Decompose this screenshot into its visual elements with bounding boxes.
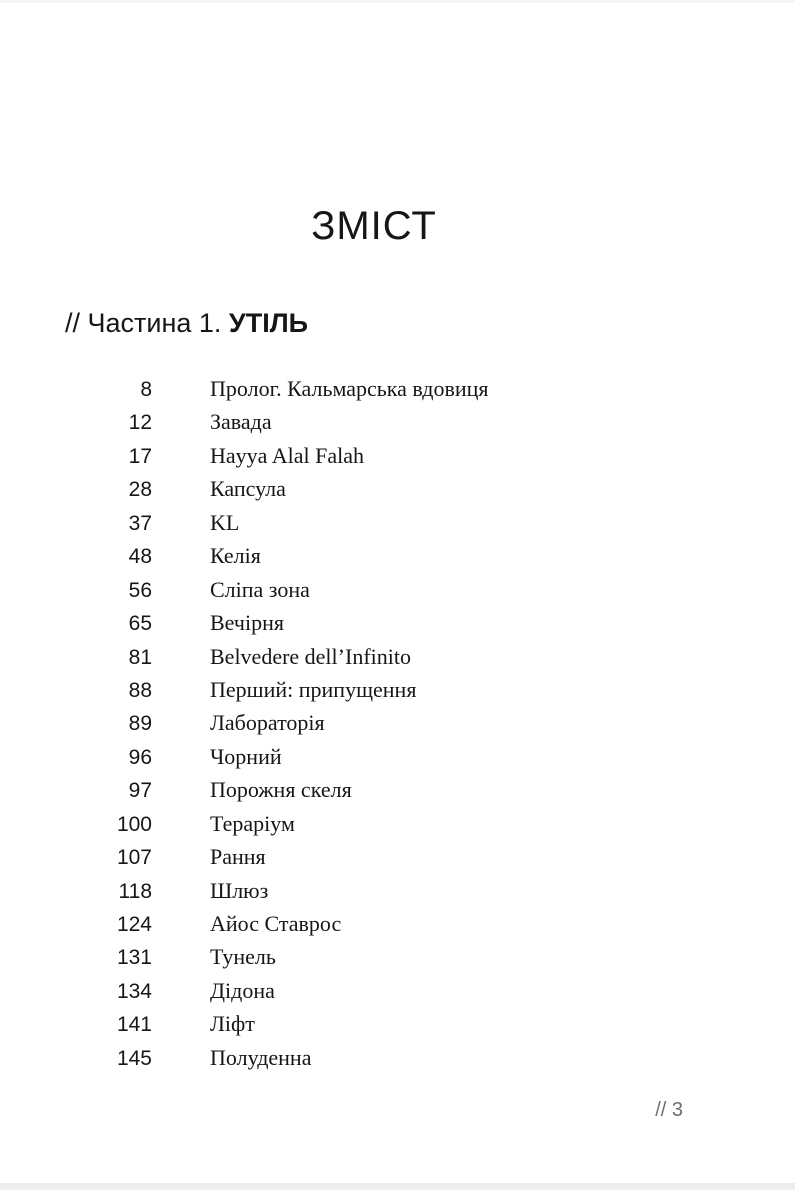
toc-entry-title: Шлюз <box>210 877 269 903</box>
toc-entry-page: 81 <box>128 645 152 669</box>
toc-entry[interactable] <box>65 506 683 539</box>
toc-entry-title: Айос Ставрос <box>210 911 342 936</box>
toc-entry[interactable] <box>65 907 683 940</box>
page-edge-bottom <box>0 1183 795 1190</box>
toc-list <box>65 372 683 1074</box>
toc-entry[interactable] <box>65 740 683 773</box>
toc-entry-page: 124 <box>116 913 152 936</box>
toc-entry-page: 37 <box>128 511 152 535</box>
toc-entry-title: Перший: припущення <box>210 676 417 702</box>
part-heading-name: УТІЛЬ <box>228 308 309 338</box>
toc-entry-title: KL <box>210 509 240 535</box>
toc-entry-page: 141 <box>116 1013 152 1037</box>
folio-page-number: // 3 <box>655 1099 683 1121</box>
toc-entry[interactable] <box>65 1007 683 1040</box>
toc-entry-page: 107 <box>116 846 152 870</box>
toc-entry-title: Порожня скеля <box>210 777 352 803</box>
toc-entry[interactable] <box>65 372 683 405</box>
toc-entry[interactable] <box>65 1041 683 1074</box>
toc-entry-page: 89 <box>128 712 152 736</box>
toc-entry-page: 17 <box>128 444 152 468</box>
part-heading <box>65 308 308 339</box>
toc-entry[interactable] <box>65 640 683 673</box>
toc-entry-title: Рання <box>210 844 266 870</box>
toc-entry-page: 131 <box>116 946 152 970</box>
toc-entry-title: Завада <box>210 409 272 435</box>
toc-entry-title: Ліфт <box>210 1011 255 1037</box>
toc-entry[interactable] <box>65 673 683 706</box>
toc-entry-title: Полуденна <box>210 1044 312 1070</box>
toc-entry[interactable] <box>65 807 683 840</box>
toc-entry[interactable] <box>65 606 683 639</box>
toc-entry-title: Вечірня <box>210 610 284 636</box>
toc-entry-page: 96 <box>128 745 152 769</box>
toc-entry-page: 48 <box>128 545 152 569</box>
toc-entry-title: Пролог. Кальмарська вдовиця <box>210 376 489 401</box>
toc-entry[interactable] <box>65 773 683 806</box>
toc-entry[interactable] <box>65 874 683 907</box>
toc-entry-title: Чорний <box>210 743 282 769</box>
toc-entry-page: 8 <box>140 378 152 401</box>
toc-entry-page: 97 <box>128 779 152 803</box>
toc-entry[interactable] <box>65 840 683 873</box>
toc-entry[interactable] <box>65 539 683 572</box>
part-heading-prefix: // Частина 1. <box>65 308 229 338</box>
toc-entry-page: 65 <box>128 612 152 636</box>
toc-entry[interactable] <box>65 472 683 505</box>
toc-entry-title: Лабораторія <box>210 710 325 736</box>
toc-entry-title: Келія <box>210 543 261 569</box>
toc-entry-page: 12 <box>128 411 152 435</box>
page-content <box>65 0 683 1190</box>
toc-entry-title: Belvedere dell’Infinito <box>210 643 411 669</box>
toc-entry[interactable] <box>65 706 683 739</box>
toc-entry-page: 118 <box>118 879 152 903</box>
toc-entry-title: Капсула <box>210 476 286 502</box>
toc-entry-title: Тунель <box>210 944 276 970</box>
toc-entry[interactable] <box>65 439 683 472</box>
toc-entry-page: 134 <box>116 979 152 1003</box>
contents-title: ЗМІСТ <box>311 203 437 248</box>
toc-entry[interactable] <box>65 573 683 606</box>
toc-entry-page: 88 <box>128 678 152 702</box>
toc-entry-page: 28 <box>128 478 152 502</box>
toc-entry-page: 100 <box>116 812 152 836</box>
toc-entry-title: Тераріум <box>210 810 295 836</box>
toc-entry-page: 56 <box>128 578 152 602</box>
toc-entry[interactable] <box>65 974 683 1007</box>
toc-entry-title: Сліпа зона <box>210 576 310 602</box>
toc-entry-title: Дідона <box>210 977 275 1003</box>
toc-entry-title: Hayya Alal Falah <box>210 442 364 468</box>
toc-entry-page: 145 <box>116 1046 152 1070</box>
toc-entry[interactable] <box>65 405 683 438</box>
toc-entry[interactable] <box>65 940 683 973</box>
